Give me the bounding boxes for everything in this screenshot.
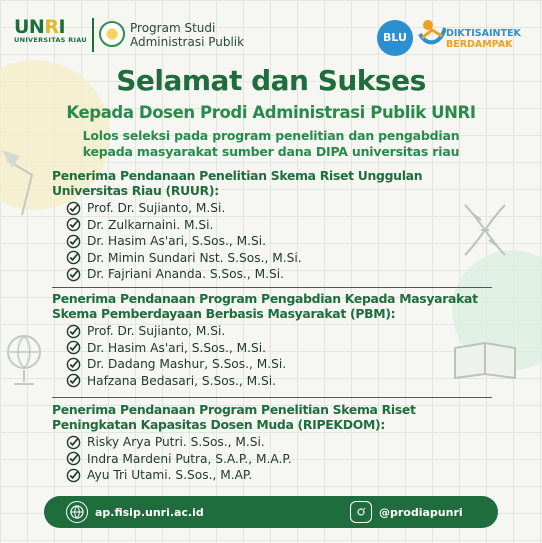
check-circle-icon (66, 250, 81, 265)
website-link[interactable]: ap.fisip.unri.ac.id (66, 496, 204, 528)
prodi-label: Program Studi Administrasi Publik (130, 21, 245, 49)
section-ruur (52, 168, 502, 283)
check-circle-icon (66, 435, 81, 450)
list-item: Risky Arya Putri. S.Sos., M.Si. (66, 434, 502, 451)
section-heading: Penerima Pendanaan Program Pengabdian Kepada Masyarakat Skema Pemberdayaan Berbasis Masyarakat (PBM): (52, 291, 478, 321)
unri-subtitle: UNIVERSITAS RIAU (14, 36, 87, 44)
check-circle-icon (66, 267, 81, 282)
section-heading: Penerima Pendanaan Program Penelitian Skema Riset Peningkatan Kapasitas Dosen Muda (RIPEKDOM): (52, 402, 416, 432)
list-item: Dr. Hasim As'ari, S.Sos., M.Si. (66, 233, 502, 250)
check-circle-icon (66, 234, 81, 249)
lamp-icon (2, 150, 42, 220)
instagram-link[interactable]: @prodiapunri (350, 496, 463, 528)
list-item: Ayu Tri Utami. S.Sos., M.AP. (66, 467, 502, 484)
check-circle-icon (66, 357, 81, 372)
section-divider (52, 287, 492, 288)
globe-icon (66, 501, 88, 523)
section-heading: Penerima Pendanaan Penelitian Skema Riset Unggulan Universitas Riau (RUUR): (52, 168, 423, 198)
check-circle-icon (66, 201, 81, 216)
recipient-list (52, 200, 502, 283)
unri-wordmark: UNRI (14, 16, 66, 38)
check-circle-icon (66, 468, 81, 483)
intro-text: Lolos seleksi pada program penelitian dan pengabdian kepada masyarakat sumber dana DIPA universitas riau (82, 128, 460, 159)
check-circle-icon (66, 451, 81, 466)
page-subtitle: Kepada Dosen Prodi Administrasi Publik UNRI (66, 103, 476, 122)
unri-logo (14, 16, 87, 44)
footer-bar (44, 496, 498, 528)
instagram-icon (350, 501, 372, 523)
recipient-list (52, 434, 502, 484)
diktisaintek-label: DIKTISAINTEK BERDAMPAK (446, 28, 521, 50)
list-item: Dr. Fajriani Ananda. S.Sos., M.Si. (66, 266, 502, 283)
prodi-seal-icon (99, 21, 125, 47)
blu-logo: BLU (377, 20, 413, 56)
header-divider (92, 18, 94, 52)
list-item: Indra Mardeni Putra, S.A.P., M.A.P. (66, 451, 502, 468)
section-pbm (52, 291, 502, 389)
page-title: Selamat dan Sukses (116, 64, 426, 97)
check-circle-icon (66, 373, 81, 388)
list-item: Hafzana Bedasari, S.Sos., M.Si. (66, 373, 502, 390)
list-item: Dr. Zulkarnaini. M.Si. (66, 217, 502, 234)
globe-icon (4, 330, 44, 390)
list-item: Dr. Mimin Sundari Nst. S.Sos., M.Si. (66, 250, 502, 267)
list-item: Dr. Dadang Mashur, S.Sos., M.Si. (66, 356, 502, 373)
recipient-list (52, 323, 502, 389)
section-ripekdom (52, 402, 502, 484)
check-circle-icon (66, 324, 81, 339)
diktisaintek-icon (418, 18, 446, 48)
list-item: Prof. Dr. Sujianto, M.Si. (66, 323, 502, 340)
section-divider (52, 397, 492, 398)
list-item: Prof. Dr. Sujianto, M.Si. (66, 200, 502, 217)
check-circle-icon (66, 217, 81, 232)
check-circle-icon (66, 340, 81, 355)
list-item: Dr. Hasim As'ari, S.Sos., M.Si. (66, 340, 502, 357)
